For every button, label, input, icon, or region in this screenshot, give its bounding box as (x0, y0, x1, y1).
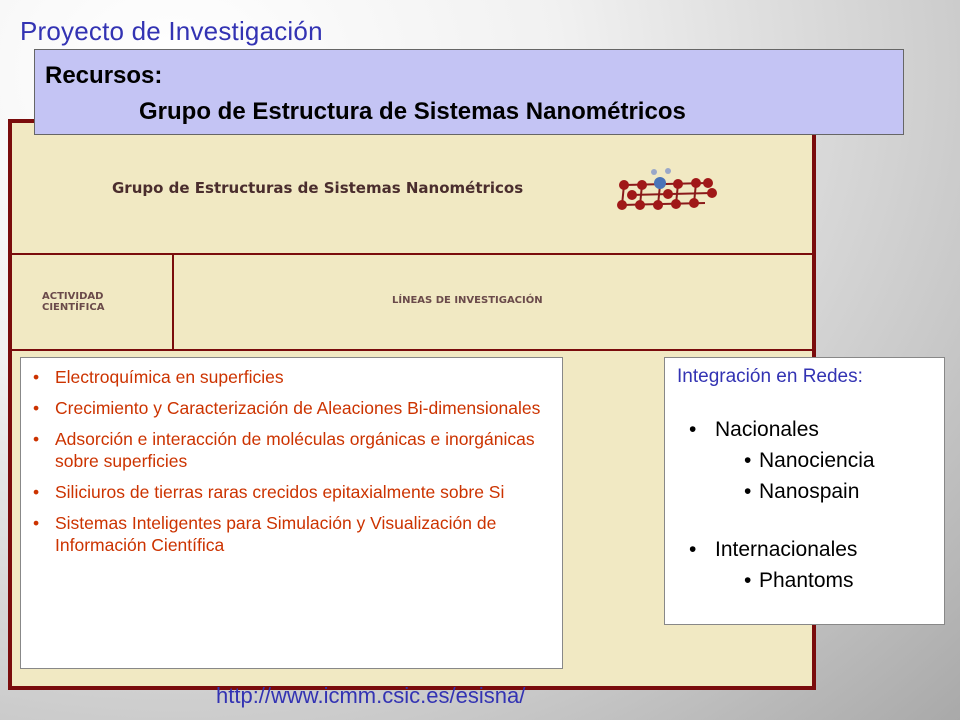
redes-title: Integración en Redes: (677, 366, 863, 387)
redes-nanociencia: • Nanociencia (677, 445, 944, 476)
website-url-link[interactable]: http://www.icmm.csic.es/esisna/ (216, 683, 526, 708)
research-lines-box (20, 357, 563, 669)
website-title: Grupo de Estructuras de Sistemas Nanométricos (112, 179, 524, 197)
molecule-icon (612, 163, 722, 223)
recursos-label: Recursos: (45, 62, 163, 89)
nav-actividad-cientifica[interactable]: ACTIVIDAD CIENTÍFICA (42, 291, 105, 313)
website-nav-row (12, 255, 812, 351)
research-line-item: • Crecimiento y Caracterización de Aleaciones Bi-dimensionales (33, 397, 552, 419)
research-line-item: • Siliciuros de tierras raras crecidos epitaxialmente sobre Si (33, 481, 552, 503)
redes-phantoms: • Phantoms (677, 565, 944, 596)
website-header (12, 123, 812, 255)
redes-nacionales: • Nacionales (677, 414, 944, 445)
recursos-box (34, 49, 904, 135)
redes-internacionales: • Internacionales (677, 534, 944, 565)
redes-box (664, 357, 945, 625)
redes-nanospain: • Nanospain (677, 476, 944, 507)
slide-title: Proyecto de Investigación (20, 16, 323, 46)
redes-spacer (677, 507, 944, 534)
nav-lineas-investigacion[interactable]: LÍNEAS DE INVESTIGACIÓN (392, 295, 543, 306)
research-lines-list (33, 366, 552, 556)
research-line-item: • Electroquímica en superficies (33, 366, 552, 388)
recursos-subtitle: Grupo de Estructura de Sistemas Nanométricos (139, 98, 686, 125)
research-line-item: • Sistemas Inteligentes para Simulación y Visualización de Información Científica (33, 512, 552, 556)
website-nav-left (12, 255, 174, 349)
research-line-item: • Adsorción e interacción de moléculas orgánicas e inorgánicas sobre superficies (33, 428, 552, 472)
